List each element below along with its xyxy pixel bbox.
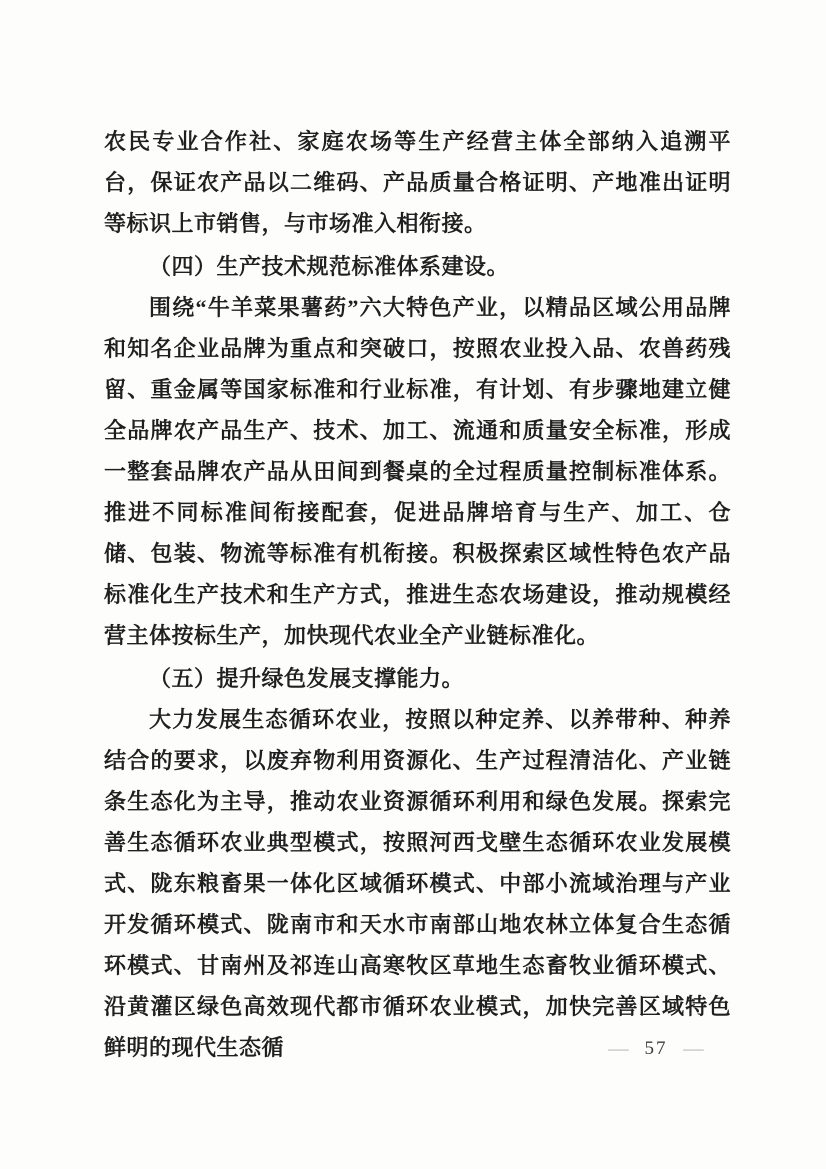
footer-dash-right: — [683, 1039, 704, 1058]
section-heading-5: （五）提升绿色发展支撑能力。 [149, 666, 465, 691]
document-body [104, 121, 731, 1068]
section-heading-4: （四）生产技术规范标准体系建设。 [149, 254, 510, 279]
paragraph: 围绕“牛羊菜果薯药”六大特色产业，以精品区域公用品牌和知名企业品牌为重点和突破口，按照农业投入品、农兽药残留、重金属等国家标准和行业标准，有计划、有步骤地建立健全品牌农产品生产、技术、加工、流通和质量安全标准，形成一整套品牌农产品从田间到餐桌的全过程质量控制标准体系。推进不同标准间衔接配套，促进品牌培育与生产、加工、仓储、包装、物流等标准有机衔接。积极探索区域性特色农产品标准化生产技术和生产方式，推进生态农场建设，推动规模经营主体按标生产，加快现代农业全产业链标准化。 [104, 295, 731, 648]
paragraph-continuation: 农民专业合作社、家庭农场等生产经营主体全部纳入追溯平台，保证农产品以二维码、产品质量合格证明、产地准出证明等标识上市销售，与市场准入相衔接。 [104, 129, 731, 236]
page-footer [610, 1038, 702, 1060]
page-number: 57 [644, 1038, 668, 1059]
paragraph: 大力发展生态循环农业，按照以种定养、以养带种、种养结合的要求，以废弃物利用资源化、生产过程清洁化、产业链条生态化为主导，推动农业资源循环利用和绿色发展。探索完善生态循环农业典型模式，按照河西戈壁生态循环农业发展模式、陇东粮畜果一体化区域循环模式、中部小流域治理与产业开发循环模式、陇南市和天水市南部山地农林立体复合生态循环模式、甘南州及祁连山高寒牧区草地生态畜牧业循环模式、沿黄灌区绿色高效现代都市循环农业模式，加快完善区域特色鲜明的现代生态循 [104, 707, 731, 1060]
footer-dash-left: — [608, 1039, 629, 1058]
